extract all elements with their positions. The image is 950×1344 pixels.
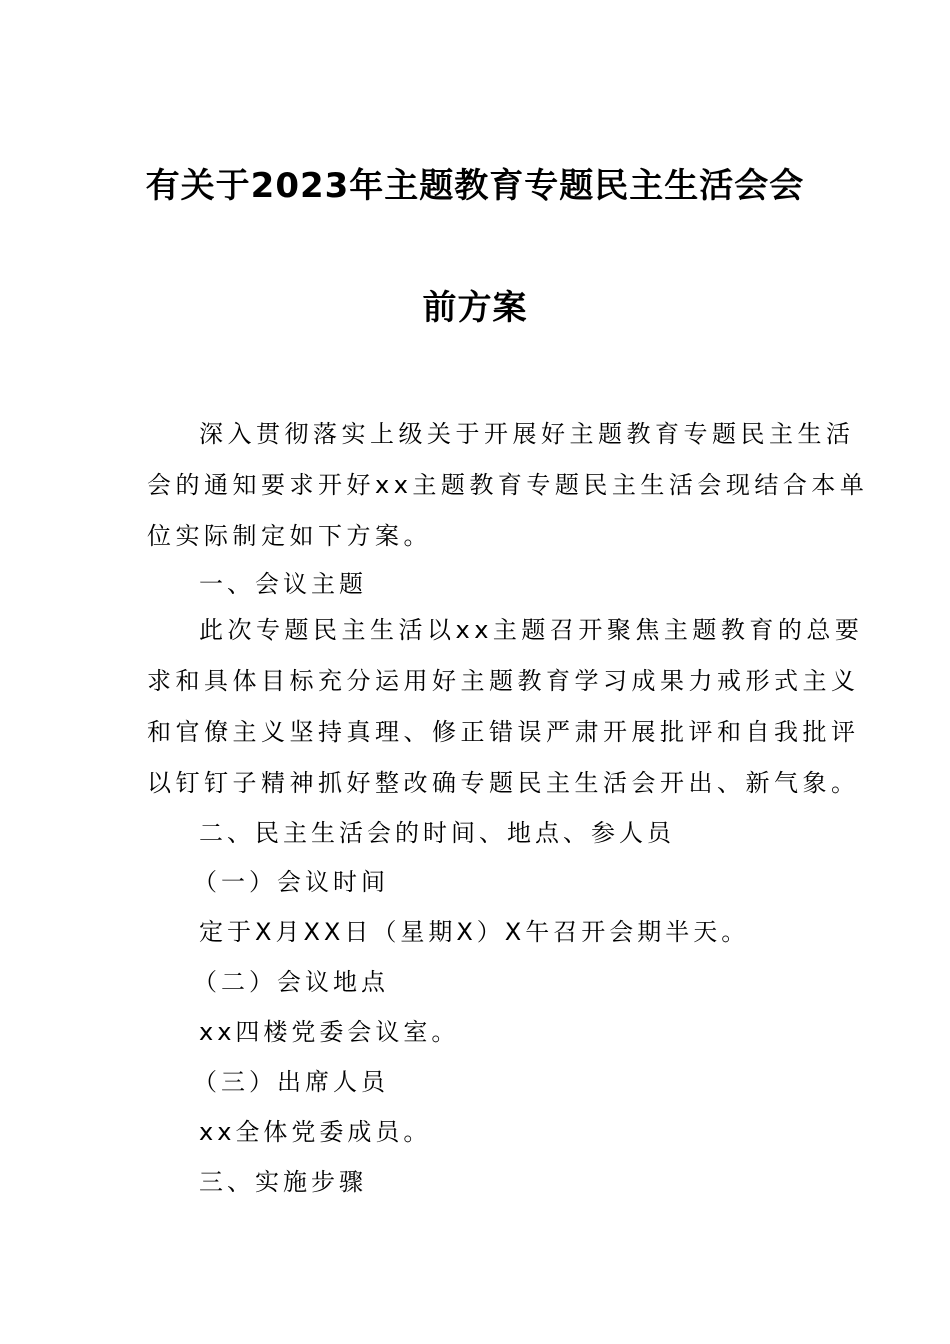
attendees-text: xx全体党委成员。 <box>199 1118 432 1146</box>
section-1-line-2: 求和具体目标充分运用好主题教育学习成果力戒形式主义 <box>147 667 860 695</box>
subsection-heading-place: （二）会议地点 <box>193 968 389 996</box>
section-heading-3: 三、实施步骤 <box>199 1168 367 1196</box>
section-1-line-3: 和官僚主义坚持真理、修正错误严肃开展批评和自我批评 <box>147 718 860 746</box>
section-1-line-1: 此次专题民主生活以xx主题召开聚焦主题教育的总要 <box>199 616 864 644</box>
section-heading-1: 一、会议主题 <box>199 570 367 598</box>
intro-line-1: 深入贯彻落实上级关于开展好主题教育专题民主生活 <box>199 420 855 448</box>
intro-line-2: 会的通知要求开好xx主题教育专题民主生活会现结合本单 <box>147 471 869 499</box>
meeting-place-text: xx四楼党委会议室。 <box>199 1018 460 1046</box>
subsection-heading-time: （一）会议时间 <box>193 868 389 896</box>
subsection-heading-attendees: （三）出席人员 <box>193 1068 389 1096</box>
section-1-line-4: 以钉钉子精神抓好整改确专题民主生活会开出、新气象。 <box>147 769 860 797</box>
section-heading-2: 二、民主生活会的时间、地点、参人员 <box>199 819 675 847</box>
document-title-line-2: 前方案 <box>422 288 528 328</box>
intro-line-3: 位实际制定如下方案。 <box>147 522 432 550</box>
section-1-paragraph <box>147 605 864 809</box>
document-title-line-1: 有关于2023年主题教育专题民主生活会会 <box>145 166 805 206</box>
intro-paragraph <box>147 409 869 562</box>
meeting-time-text: 定于X月XX日（星期X）X午召开会期半天。 <box>199 918 750 946</box>
